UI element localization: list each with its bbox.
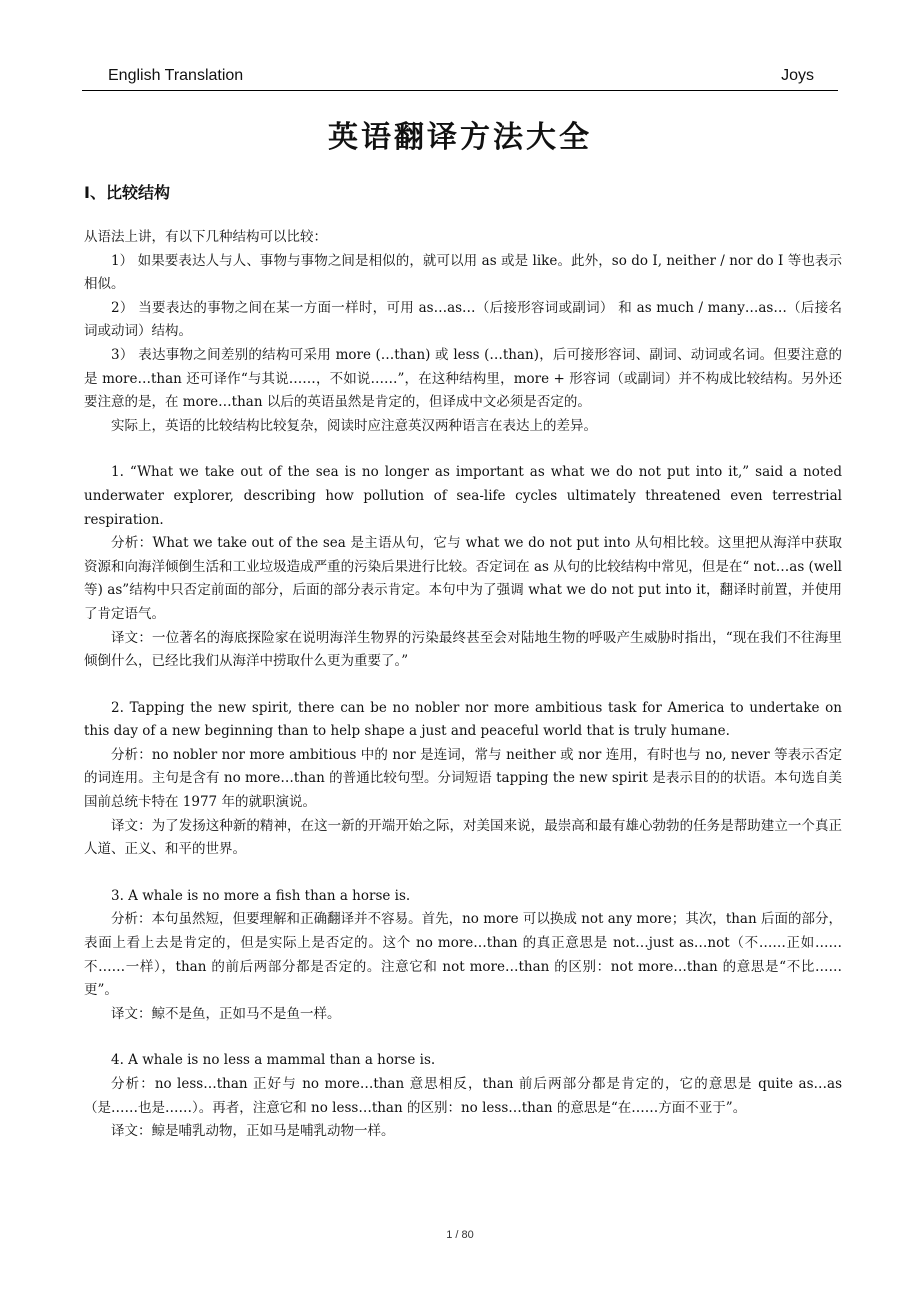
page-title: 英语翻译方法大全 xyxy=(328,120,592,155)
example-sentence: 1. “What we take out of the sea is no longer as important as what we do not put into it,” said a noted underwater explorer, describing how pollution of sea-life cycles ultimately threatened even terrestrial respiration. xyxy=(84,464,842,528)
intro-summary: 实际上，英语的比较结构比较复杂，阅读时应注意英汉两种语言在表达上的差异。 xyxy=(111,417,597,434)
example-translation: 译文：为了发扬这种新的精神，在这一新的开端开始之际，对美国来说，最崇高和最有雄心勃勃的任务是帮助建立一个真正人道、正义、和平的世界。 xyxy=(84,817,842,858)
example-translation: 译文：鲸是哺乳动物，正如马是哺乳动物一样。 xyxy=(111,1123,395,1140)
example-analysis: 分析：本句虽然短，但要理解和正确翻译并不容易。首先，no more 可以换成 not any more；其次，than 后面的部分，表面上看上去是肯定的，但是实际上是否定的。这个 no more…than 的真正意思是 not…just as…not（不……正如……不……一样），than 的前后两部分都是否定的。注意它和 not more…than 的区别：not more…than 的意思是“不比……更”。 xyxy=(84,911,842,999)
example-translation: 译文：一位著名的海底探险家在说明海洋生物界的污染最终甚至会对陆地生物的呼吸产生威胁时指出，“现在我们不往海里倾倒什么，已经比我们从海洋中捞取什么更为重要了。” xyxy=(84,629,842,670)
intro-point-3: 3） 表达事物之间差别的结构可采用 more (…than) 或 less (…than)，后可接形容词、副词、动词或名词。但要注意的是 more…than 还可译作“与其说……，不如说……”，在这种结构里，more + 形容词（或副词）并不构成比较结构。另外还要注意的是，在 more…than 以后的英语虽然是肯定的，但译成中文必须是否定的。 xyxy=(84,346,842,411)
example-sentence: 2. Tapping the new spirit, there can be no nobler nor more ambitious task for America to undertake on this day of a new beginning than to help shape a just and peaceful world that is truly humane. xyxy=(84,699,842,740)
page-header xyxy=(82,66,838,91)
document-body xyxy=(84,226,842,1144)
example-analysis: 分析：no nobler nor more ambitious 中的 nor 是连词，常与 neither 或 nor 连用，有时也与 no, never 等表示否定的词连用。主句是含有 no more…than 的普通比较句型。分词短语 tapping the new spirit 是表示目的的状语。本句选自美国前总统卡特在 1977 年的就职演说。 xyxy=(84,746,842,811)
example-translation: 译文：鲸不是鱼，正如马不是鱼一样。 xyxy=(111,1005,341,1022)
page-number: 1 / 80 xyxy=(446,1229,474,1241)
intro-point-1: 1） 如果要表达人与人、事物与事物之间是相似的，就可以用 as 或是 like。此外，so do I, neither / nor do I 等也表示相似。 xyxy=(84,252,842,293)
example-sentence: 3. A whale is no more a fish than a horse is. xyxy=(111,887,411,904)
intro-point-2: 2） 当要表达的事物之间在某一方面一样时，可用 as…as…（后接形容词或副词） 和 as much / many…as…（后接名词或动词）结构。 xyxy=(84,299,842,340)
example-sentence: 4. A whale is no less a mammal than a horse is. xyxy=(111,1052,436,1069)
example-analysis: 分析：no less…than 正好与 no more…than 意思相反，than 前后两部分都是肯定的，它的意思是 quite as…as （是……也是……）。再者，注意它和 no less…than 的区别：no less…than 的意思是“在……方面不亚于”。 xyxy=(84,1076,842,1116)
intro-line: 从语法上讲，有以下几种结构可以比较： xyxy=(84,229,327,245)
section-heading: I、比较结构 xyxy=(84,183,170,202)
header-left-text: English Translation xyxy=(108,67,244,84)
example-analysis: 分析：What we take out of the sea 是主语从句，它与 what we do not put into 从句相比较。这里把从海洋中获取资源和向海洋倾倒生活和工业垃圾造成严重的污染后果进行比较。否定词在 as 从句的比较结构中常见，但是在“ not…as (well 等) as”结构中只否定前面的部分，后面的部分表示肯定。本句中为了强调 what we do not put into it，翻译时前置，并使用了肯定语气。 xyxy=(84,535,842,622)
header-right-text: Joys xyxy=(781,67,814,84)
